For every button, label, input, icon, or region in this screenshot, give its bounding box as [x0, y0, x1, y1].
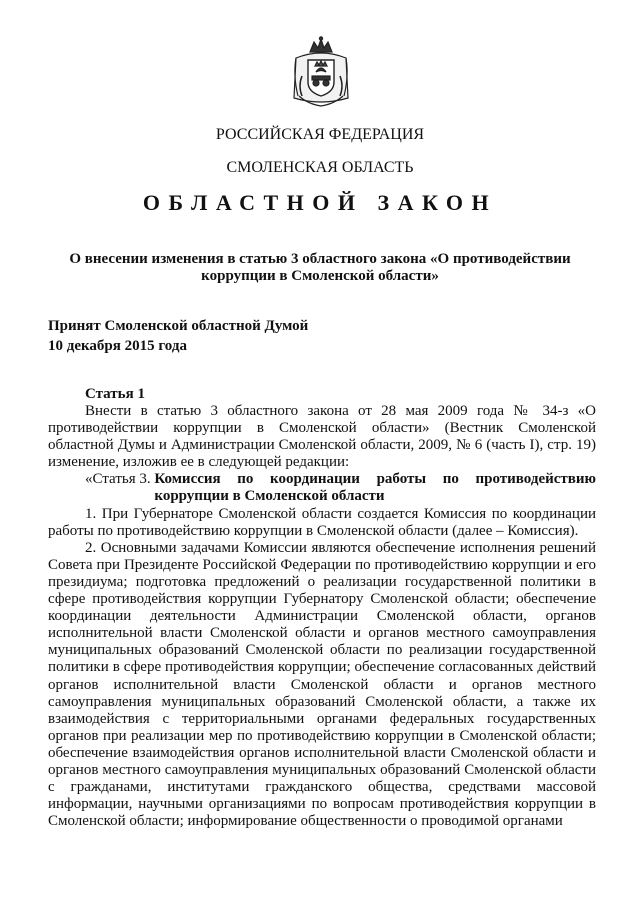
paragraph-2: 2. Основными задачами Комиссии являются обеспечение исполнения решений Совета при Президенте Российской Федерации по противодействию коррупции и его президиума; подготовка предложений о реализации государственной политики в сфере противодействия коррупции Губернатору Смоленской области; обеспечение координации деятельности Администрации Смоленской области, органов исполнительной власти Смоленской области и органов местного самоуправления муниципальных образований Смоленской области по реализации государственной политики в сфере противодействия коррупции; обеспечение согласованных действий органов исполнительной власти Смоленской области и органов местного самоуправления муниципальных образований Смоленской области, а также их взаимодействия с территориальными органами федеральных государственных органов при реализации мер по противодействию коррупции в Смоленской области; обеспечение взаимодействия органов исполнительной власти Смоленской области и органов местного самоуправления муниципальных образований Смоленской области с гражданами, институтами гражданского общества, средствами массовой информации, научными организациями по вопросам противодействия коррупции в Смоленской области; информирование общественности о проводимой органами — [48, 539, 596, 830]
new-article-label: «Статья 3. — [85, 471, 155, 488]
law-subject-line-1: О внесении изменения в статью 3 областного закона «О противодействии — [69, 251, 571, 267]
law-subject — [0, 251, 640, 285]
document-type-title: ОБЛАСТНОЙ ЗАКОН — [142, 190, 498, 215]
paragraph-1: 1. При Губернаторе Смоленской области создается Комиссия по координации работы по противодействию коррупции в Смоленской области (далее – Комиссия). — [48, 505, 596, 539]
adoption-body: Принят Смоленской областной Думой — [48, 318, 309, 334]
region-title: СМОЛЕНСКАЯ ОБЛАСТЬ — [226, 159, 414, 176]
article-intro-paragraph: Внести в статью 3 областного закона от 28 мая 2009 года № 34-з «О противодействии коррупции в Смоленской области» (Вестник Смоленской областной Думы и Администрации Смоленской области, 2009, № 6 (часть I), стр. 19) изменение, изложив ее в следующей редакции: — [48, 403, 596, 471]
article-heading: Статья 1 — [85, 386, 145, 402]
coat-of-arms-emblem — [290, 36, 352, 110]
new-article-title-text: Комиссия по координации работы по противодействию коррупции в Смоленской области — [154, 471, 596, 505]
new-article-title — [48, 471, 596, 505]
federation-title: РОССИЙСКАЯ ФЕДЕРАЦИЯ — [215, 126, 425, 143]
article-body — [48, 403, 596, 830]
law-subject-line-2: коррупции в Смоленской области» — [201, 268, 439, 284]
adoption-date: 10 декабря 2015 года — [48, 338, 187, 354]
